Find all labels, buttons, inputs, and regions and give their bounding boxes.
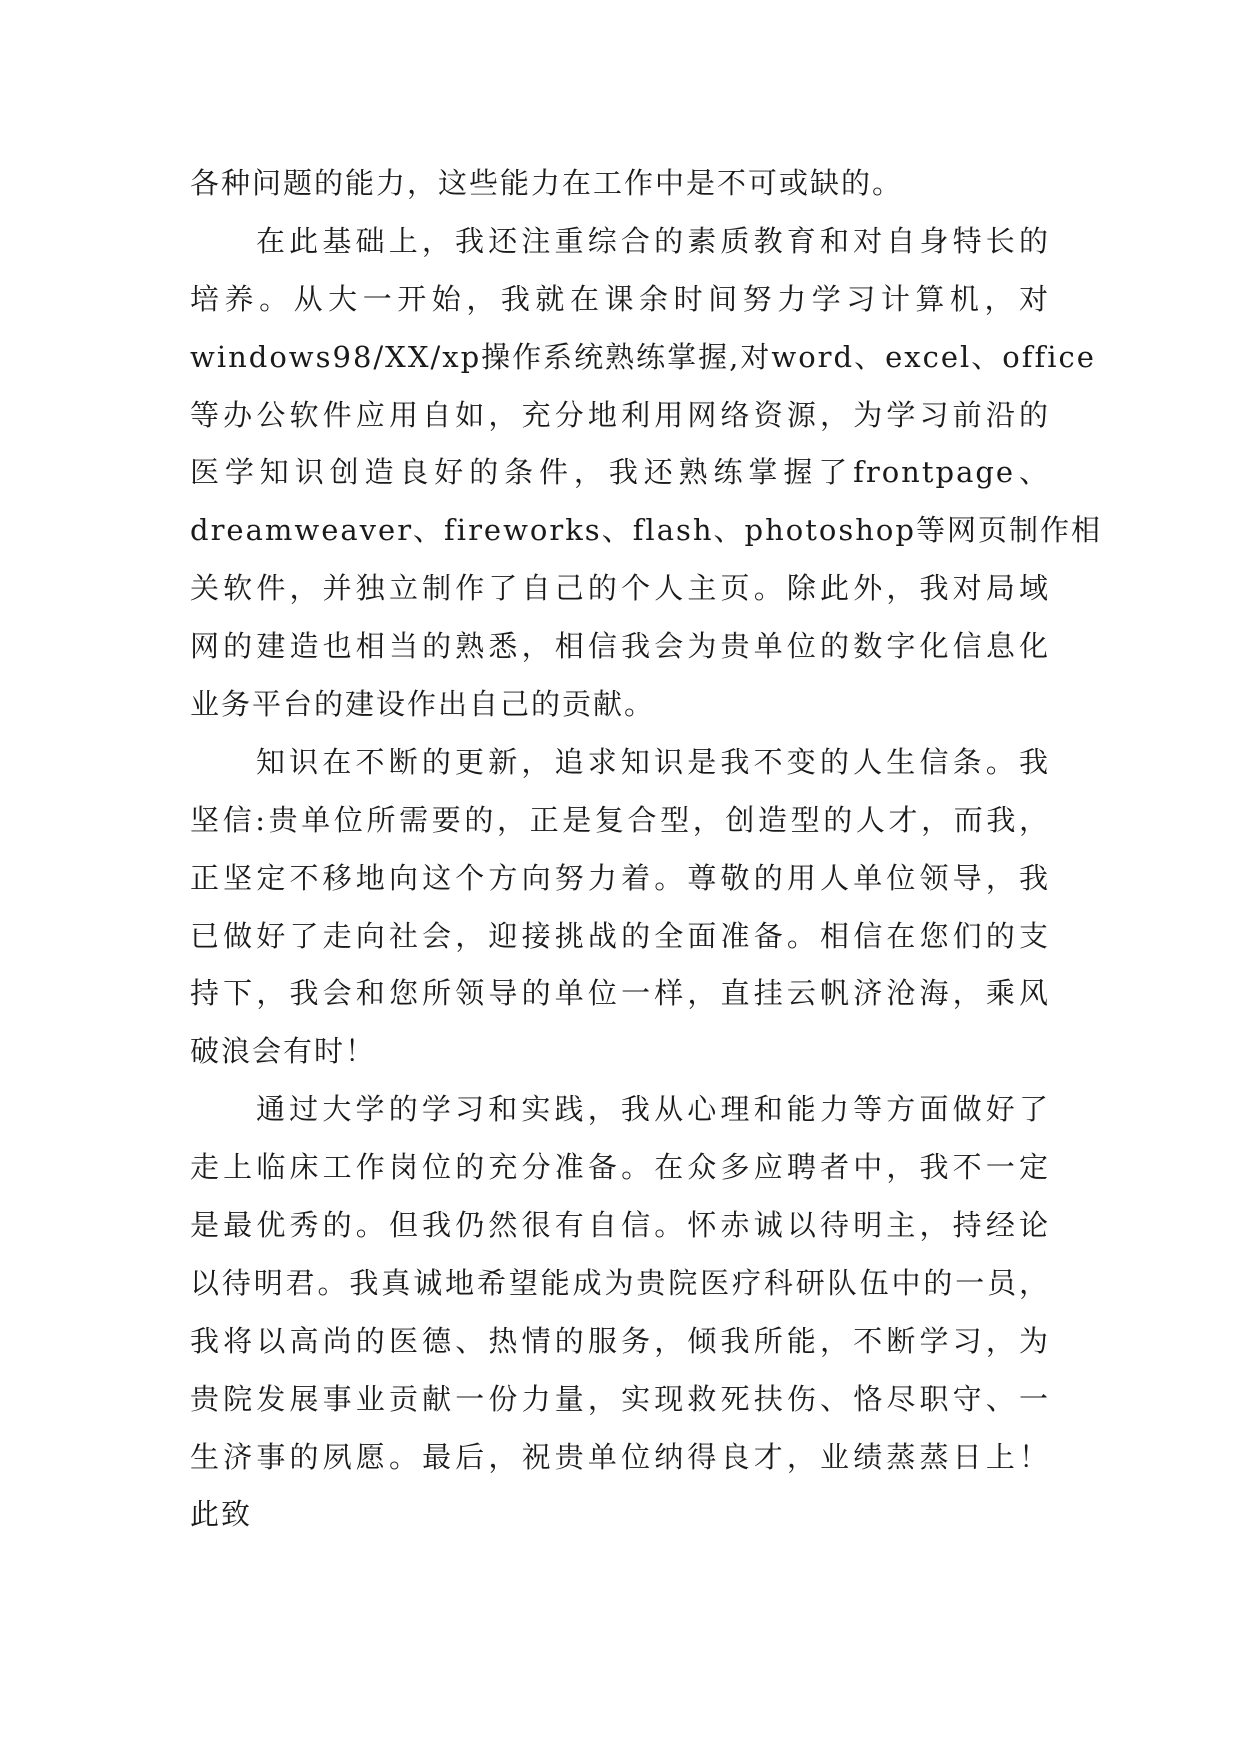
text-line: 网的建造也相当的熟悉，相信我会为贵单位的数字化信息化 [190, 629, 1050, 664]
paragraph-first-line: 知识在不断的更新，追求知识是我不变的人生信条。我 [256, 744, 1050, 779]
text-line: 我将以高尚的医德、热情的服务，倾我所能，不断学习，为 [190, 1323, 1050, 1358]
letter-body [190, 155, 1102, 1544]
text-line: 以待明君。我真诚地希望能成为贵院医疗科研队伍中的一员， [190, 1265, 1050, 1300]
text-line: 持下，我会和您所领导的单位一样，直挂云帆济沧海，乘风 [190, 976, 1050, 1011]
paragraph-first-line: 通过大学的学习和实践，我从心理和能力等方面做好了 [256, 1092, 1050, 1127]
text-line: 各种问题的能力，这些能力在工作中是不可或缺的。 [190, 166, 904, 200]
text-line: windows98/XX/xp操作系统熟练掌握,对word、excel、office [190, 339, 1096, 374]
paragraph-first-line: 在此基础上，我还注重综合的素质教育和对自身特长的 [256, 223, 1050, 258]
text-line: 破浪会有时！ [190, 1034, 377, 1069]
text-line: 培养。从大一开始，我就在课余时间努力学习计算机，对 [190, 281, 1050, 316]
closing-salutation: 此致 [190, 1497, 253, 1532]
text-line: 走上临床工作岗位的充分准备。在众多应聘者中，我不一定 [190, 1150, 1050, 1185]
text-line: 关软件，并独立制作了自己的个人主页。除此外，我对局域 [190, 571, 1050, 606]
text-line: 业务平台的建设作出自己的贡献。 [190, 687, 656, 722]
text-line: 正坚定不移地向这个方向努力着。尊敬的用人单位领导，我 [190, 860, 1050, 895]
text-line: 贵院发展事业贡献一份力量，实现救死扶伤、恪尽职守、一 [190, 1381, 1050, 1416]
text-line: 医学知识创造良好的条件，我还熟练掌握了frontpage、 [190, 455, 1050, 490]
text-line: 等办公软件应用自如，充分地利用网络资源，为学习前沿的 [190, 397, 1050, 432]
text-line: 坚信:贵单位所需要的，正是复合型，创造型的人才，而我， [190, 802, 1050, 837]
text-line: 是最优秀的。但我仍然很有自信。怀赤诚以待明主，持经论 [190, 1208, 1050, 1243]
text-line: 已做好了走向社会，迎接挑战的全面准备。相信在您们的支 [190, 918, 1050, 953]
text-line: 生济事的夙愿。最后，祝贵单位纳得良才，业绩蒸蒸日上！ [190, 1439, 1050, 1474]
text-line: dreamweaver、fireworks、flash、photoshop等网页制作相 [190, 513, 1102, 548]
